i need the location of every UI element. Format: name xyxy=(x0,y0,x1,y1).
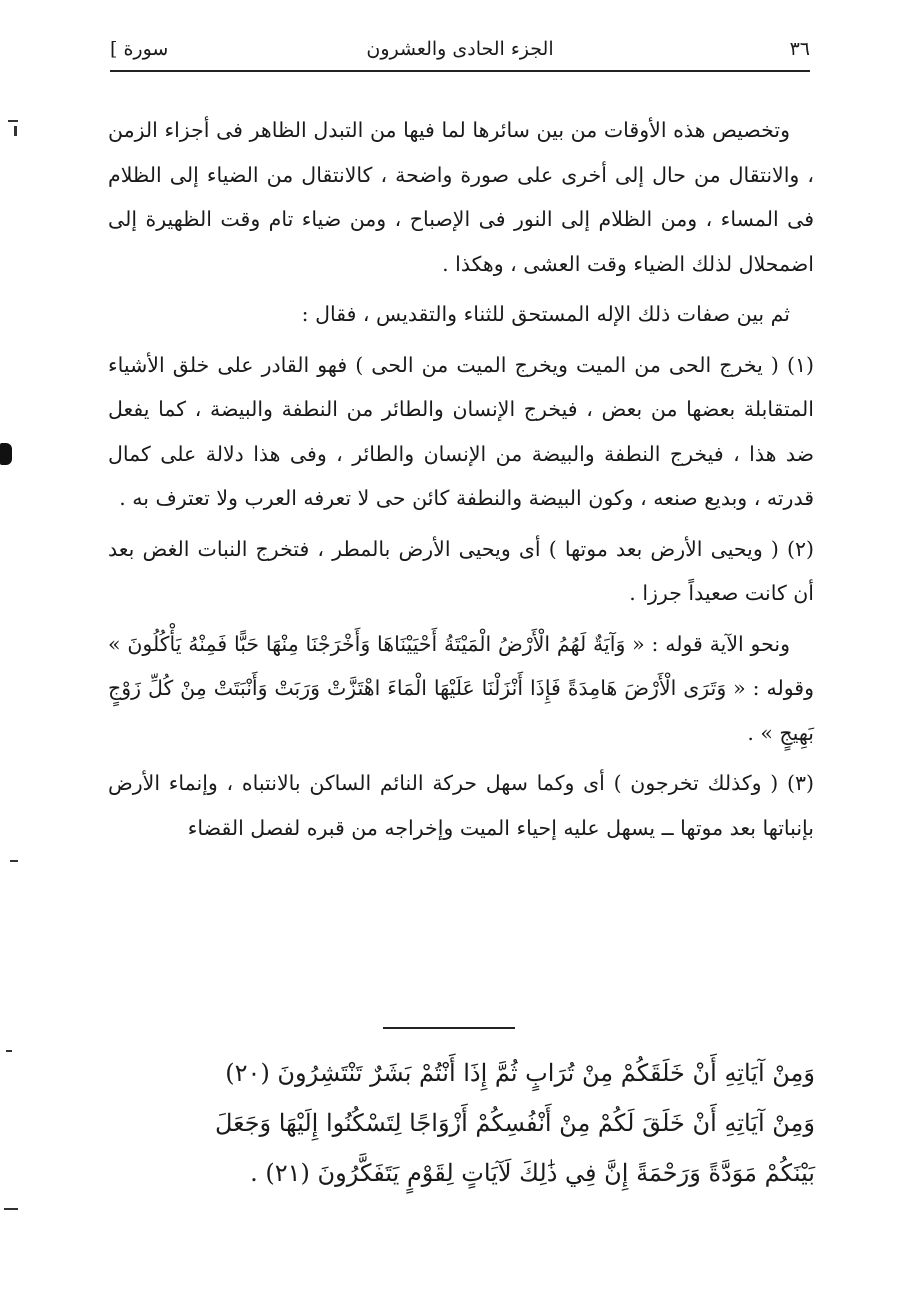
verse-line: وَمِنْ آيَاتِهِ أَنْ خَلَقَكُمْ مِنْ تُرَابٍ ثُمَّ إِذَا أَنْتُمْ بَشَرٌ تَنْتَشِرُونَ (٢٠) xyxy=(225,1059,815,1087)
paragraph: (٢) ( ويحيى الأرض بعد موتها ) أى ويحيى الأرض بالمطر ، فتخرج النبات الغض بعد أن كانت صعيداً جرزا . xyxy=(108,536,814,605)
scan-speck xyxy=(10,860,18,862)
verse-line: بَيْنَكُمْ مَوَدَّةً وَرَحْمَةً إِنَّ فِي ذَٰلِكَ لَآيَاتٍ لِقَوْمٍ يَتَفَكَّرُونَ (٢١) . xyxy=(250,1159,815,1187)
running-title: الجزء الحادى والعشرون xyxy=(366,38,554,60)
scan-speck xyxy=(4,1208,18,1210)
paragraph: ثم بين صفات ذلك الإله المستحق للثناء والتقديس ، فقال : xyxy=(301,302,790,326)
quran-verses xyxy=(95,1048,815,1198)
paragraph: (٣) ( وكذلك تخرجون ) أى وكما سهل حركة النائم الساكن بالانتباه ، وإنماء الأرض بإنباتها بعد موتها ــ يسهل عليه إحياء الميت وإخراجه من قبره لفصل القضاء xyxy=(108,771,814,840)
commentary-text xyxy=(108,108,814,856)
paragraph: (١) ( يخرج الحى من الميت ويخرج الميت من الحى ) فهو القادر على خلق الأشياء المتقابلة بعضها من بعض ، فيخرج الإنسان والطائر من النطفة والبيضة ، كما يفعل ضد هذا ، فيخرج النطفة والبيضة من الإنسان والطائر ، وفى هذا دلالة على كمال قدرته ، وبديع صنعه ، وكون البيضة والنطفة كائن حى لا تعرفه العرب ولا تعترف به . xyxy=(108,352,814,510)
surah-label: [ سورة xyxy=(110,38,169,60)
section-divider xyxy=(383,1027,515,1029)
scan-speck xyxy=(8,120,18,122)
scan-speck xyxy=(6,1050,12,1052)
paragraph: ونحو الآية قوله : « وَآيَةٌ لَهُمُ الْأَرْضُ الْمَيْتَةُ أَحْيَيْنَاهَا وَأَخْرَجْنَا مِنْهَا حَبًّا فَمِنْهُ يَأْكُلُونَ » وقوله : « وَتَرَى الْأَرْضَ هَامِدَةً فَإِذَا أَنْزَلْنَا عَلَيْهَا الْمَاءَ اهْتَزَّتْ وَرَبَتْ وَأَنْبَتَتْ مِنْ كُلِّ زَوْجٍ بَهِيجٍ » . xyxy=(108,631,814,745)
scan-speck xyxy=(14,126,17,136)
verse-line: وَمِنْ آيَاتِهِ أَنْ خَلَقَ لَكُمْ مِنْ أَنْفُسِكُمْ أَزْوَاجًا لِتَسْكُنُوا إِلَيْهَا وَجَعَلَ xyxy=(214,1109,815,1137)
paragraph: وتخصيص هذه الأوقات من بين سائرها لما فيها من التبدل الظاهر فى أجزاء الزمن ، والانتقال من حال إلى أخرى على صورة واضحة ، كالانتقال من الضياء إلى الظلام فى المساء ، ومن الظلام إلى النور فى الإصباح ، ومن ضياء تام وقت الظهيرة إلى اضمحلال لذلك الضياء وقت العشى ، وهكذا . xyxy=(108,118,814,276)
scan-ink-blot xyxy=(0,443,12,465)
page-number: ٣٦ xyxy=(789,38,810,60)
page-header xyxy=(110,30,810,72)
